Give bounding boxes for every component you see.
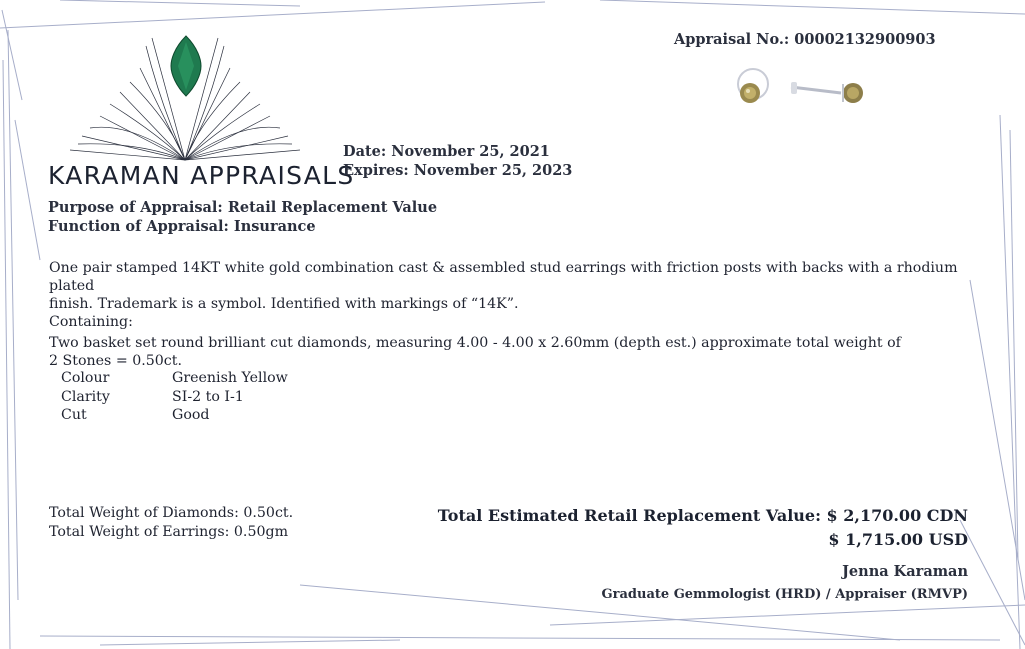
item-description bbox=[49, 259, 959, 331]
appraiser-name: Jenna Karaman bbox=[842, 563, 968, 580]
stones-line-2: 2 Stones = 0.50ct. bbox=[49, 353, 182, 369]
value-usd: $ 1,715.00 USD bbox=[828, 530, 968, 549]
diamond-weight: Total Weight of Diamonds: 0.50ct. bbox=[49, 505, 294, 521]
description-line-3: Containing: bbox=[49, 314, 133, 330]
weights-block bbox=[49, 504, 293, 541]
stud-earrings-photo bbox=[733, 60, 879, 116]
description-line-2: finish. Trademark is a symbol. Identified with markings of “14K”. bbox=[49, 296, 519, 312]
grade-row bbox=[61, 369, 288, 388]
grade-value: Good bbox=[172, 407, 210, 423]
grade-value: Greenish Yellow bbox=[172, 370, 288, 386]
purpose-block bbox=[48, 198, 437, 236]
appraisal-date: Date: November 25, 2021 bbox=[343, 143, 550, 160]
emerald-marquise-burst-logo bbox=[60, 32, 310, 164]
grade-label: Colour bbox=[61, 370, 110, 386]
value-cdn: Total Estimated Retail Replacement Value: $ 2,170.00 CDN bbox=[437, 506, 968, 525]
valuation-block bbox=[420, 504, 968, 552]
description-line-1: One pair stamped 14KT white gold combination cast & assembled stud earrings with friction posts with backs with a rhodium plated bbox=[49, 260, 958, 294]
grade-row bbox=[61, 388, 288, 407]
appraiser-title: Graduate Gemmologist (HRD) / Appraiser (RMVP) bbox=[601, 587, 968, 602]
function-line: Function of Appraisal: Insurance bbox=[48, 218, 316, 235]
brand-name: KARAMAN APPRAISALS bbox=[48, 161, 355, 190]
date-block bbox=[343, 142, 572, 180]
stones-line-1: Two basket set round brilliant cut diamonds, measuring 4.00 - 4.00 x 2.60mm (depth est.) approximate total weight of bbox=[49, 335, 901, 351]
grade-label: Cut bbox=[61, 407, 87, 423]
appraisal-number: Appraisal No.: 00002132900903 bbox=[674, 31, 936, 48]
expiry-date: Expires: November 25, 2023 bbox=[343, 162, 573, 179]
earring-weight: Total Weight of Earrings: 0.50gm bbox=[49, 523, 289, 540]
grading-table bbox=[61, 369, 288, 425]
grade-value: SI-2 to I-1 bbox=[172, 388, 244, 405]
grade-row bbox=[61, 406, 288, 425]
purpose-line: Purpose of Appraisal: Retail Replacement Value bbox=[48, 199, 438, 216]
stones-description bbox=[49, 334, 949, 370]
grade-label: Clarity bbox=[61, 388, 110, 405]
signature-block bbox=[560, 562, 968, 608]
